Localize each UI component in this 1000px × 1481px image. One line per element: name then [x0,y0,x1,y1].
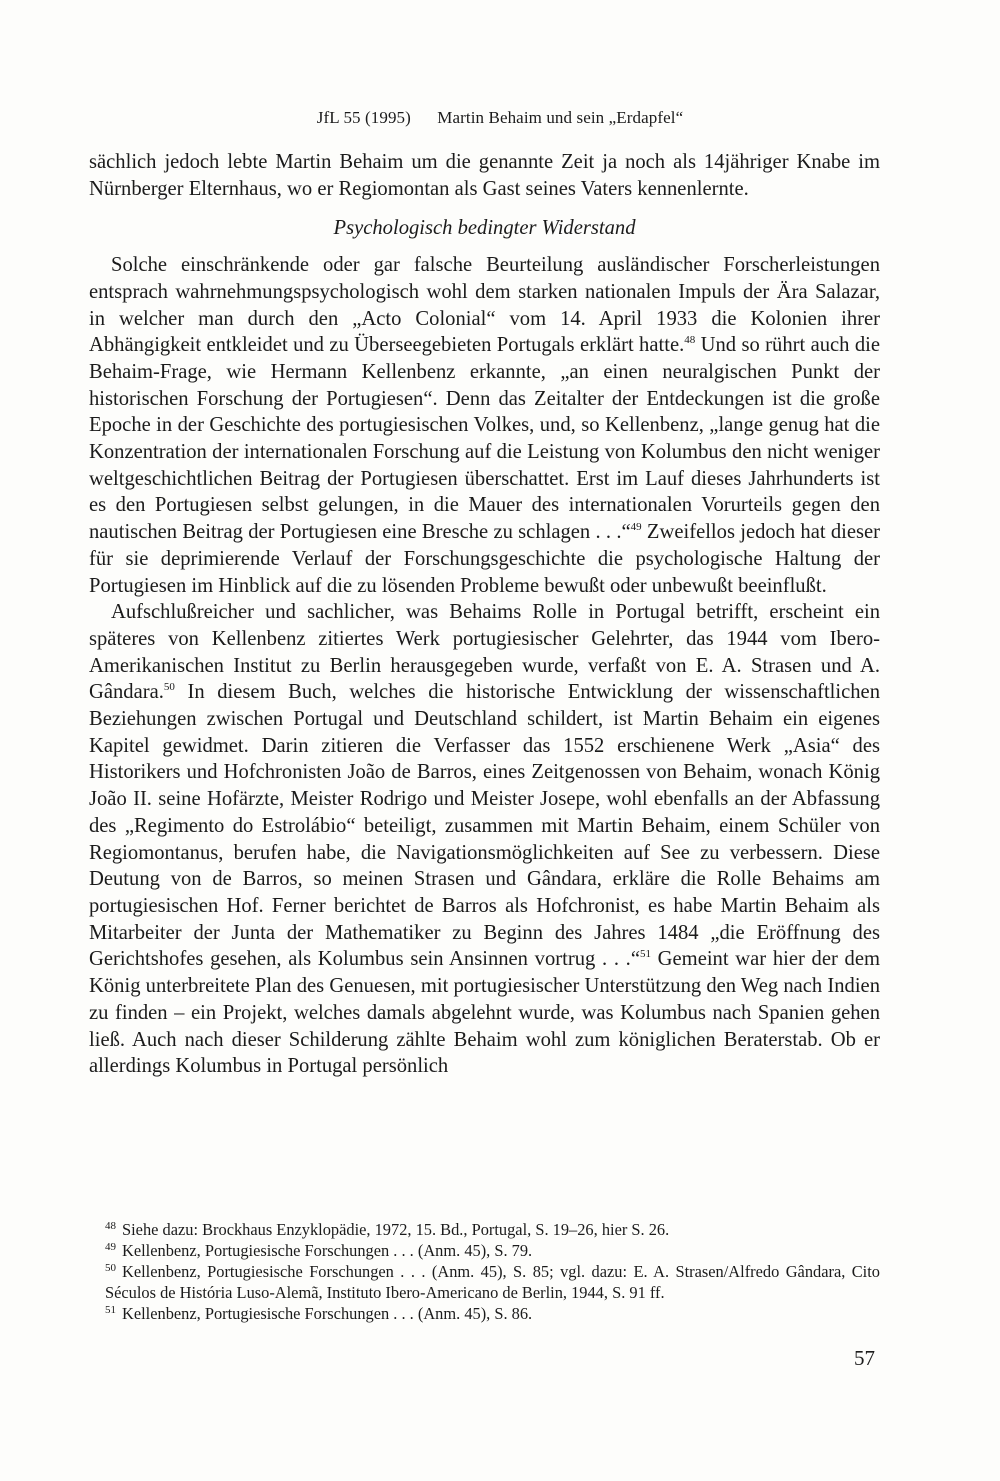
footnote-51 [89,1303,880,1324]
body-text [89,149,880,1080]
footnote-text: Kellenbenz, Portugiesische Forschungen . . . (Anm. 45), S. 79. [122,1241,533,1260]
footnote-text: Siehe dazu: Brockhaus Enzyklopädie, 1972, 15. Bd., Portugal, S. 19–26, hier S. 26. [122,1220,670,1239]
footnote-number: 51 [105,1304,116,1316]
footnote-ref-48[interactable]: 48 [684,334,696,347]
page-number: 57 [854,1346,875,1370]
footnote-50 [89,1261,880,1303]
footnote-number: 48 [105,1220,116,1232]
footnote-49 [89,1240,880,1261]
section-heading: Psychologisch bedingter Widerstand [333,217,636,240]
paragraph-2-part-c: Gemeint war hier der dem König unterbreitete Plan des Genuesen, mit portugiesischer Unterstützung den Weg nach Indien zu finden – ein Projekt, welches damals abgelehnt wurde, was Kolumbus nach Spanien gehen ließ. Auch nach dieser Schilderung zählte Behaim wohl zum königlichen Beraterstab. Ob er allerdings Kolumbus in Portugal persönlich [89,948,880,1078]
footnote-number: 49 [105,1241,116,1253]
footnote-number: 50 [105,1262,116,1274]
paragraph-2-part-b: In diesem Buch, welches die historische Entwicklung der wissenschaftlichen Beziehungen zwischen Portugal und Deutschland schildert, ist Martin Behaim ein eigenes Kapitel gewidmet. Darin zitieren die Verfasser das 1552 erschienene Werk „Asia“ des Historikers und Hofchronisten João de Barros, eines Zeitgenossen von Behaim, wonach König João II. seine Hofärzte, Meister Rodrigo und Meister Josepe, wohl ebenfalls an der Abfassung des „Regimento do Estrolábio“ beteiligt, zusammen mit Martin Behaim, einem Schüler von Regiomontanus, berufen habe, die Navigationsmöglichkeiten auf See zu verbessern. Diese Deutung von de Barros, so meinen Strasen und Gândara, erkläre die Rolle Behaims am portugiesischen Hof. Ferner berichtet de Barros als Hofchronist, es habe Martin Behaim als Mitarbeiter der Junta der Mathematiker zu Beginn des Jahres 1484 „die Eröffnung des Gerichtshofes gesehen, als Kolumbus sein Ansinnen vortrug . . .“ [89,681,880,971]
paragraph-1 [89,252,880,599]
paragraph-2-part-a: Aufschlußreicher und sachlicher, was Behaims Rolle in Portugal betrifft, erscheint ein späteres von Kellenbenz zitiertes Werk portugiesischer Gelehrter, das 1944 vom Ibero-Amerikanischen Institut zu Berlin herausgegeben wurde, verfaßt von E. A. Strasen und A. Gândara. [89,601,880,704]
paragraph-1-part-b: Und so rührt auch die Behaim-Frage, wie Hermann Kellenbenz erkannte, „an einen neuralgischen Punkt der historischen Forschung der Portugiesen“. Denn das Zeitalter der Entdeckungen ist die große Epoche in der Geschichte des portugiesischen Volkes, und, so Kellenbenz, „lange genug hat die Konzentration der internationalen Forschung auf die Leistung von Kolumbus den nicht weniger weltgeschichtlichen Beitrag der Portugiesen überschattet. Erst im Lauf dieses Jahrhunderts ist es den Portugiesen selbst gelungen, in die Mauer des internationalen Vorurteils gegen den nautischen Beitrag der Portugiesen eine Bresche zu schlagen . . .“ [89,334,880,544]
footnote-text: Kellenbenz, Portugiesische Forschungen . . . (Anm. 45), S. 86. [122,1304,533,1323]
footnote-text: Kellenbenz, Portugiesische Forschungen . . . (Anm. 45), S. 85; vgl. dazu: E. A. Strasen/Alfredo Gândara, Cito Séculos de História Luso-Alemã, Instituto Ibero-Americano de Berlin, 1944, S. 91 ff. [105,1262,880,1302]
footnote-ref-51[interactable]: 51 [639,948,651,961]
running-head [0,108,1000,128]
paragraph-1-part-a: Solche einschränkende oder gar falsche Beurteilung ausländischer Forscherleistungen entsprach wahrnehmungspsychologisch wohl dem starken nationalen Impuls der Ära Salazar, in welcher man durch den „Acto Colonial“ vom 14. April 1933 die Kolonien ihrer Abhängigkeit entkleidet und zu Überseegebieten Portugals erklärt hatte. [89,254,880,357]
footnote-48 [89,1219,880,1240]
article-title: Martin Behaim und sein „Erdapfel“ [437,108,684,127]
paragraph-1-part-c: Zweifellos jedoch hat dieser für sie deprimierende Verlauf der Forschungsgeschichte die psychologische Haltung der Portugiesen im Hinblick auf die zu lösenden Probleme bewußt oder unbewußt beeinflußt. [89,521,880,597]
paragraph-2 [89,599,880,1080]
footnote-ref-50[interactable]: 50 [163,681,175,694]
opening-paragraph: sächlich jedoch lebte Martin Behaim um die genannte Zeit ja noch als 14jähriger Knabe im Nürnberger Elternhaus, wo er Regiomontan als Gast seines Vaters kennenlernte. [89,151,880,200]
footnote-ref-49[interactable]: 49 [630,521,642,534]
footnotes [89,1219,880,1324]
journal-citation: JfL 55 (1995) [316,108,411,127]
